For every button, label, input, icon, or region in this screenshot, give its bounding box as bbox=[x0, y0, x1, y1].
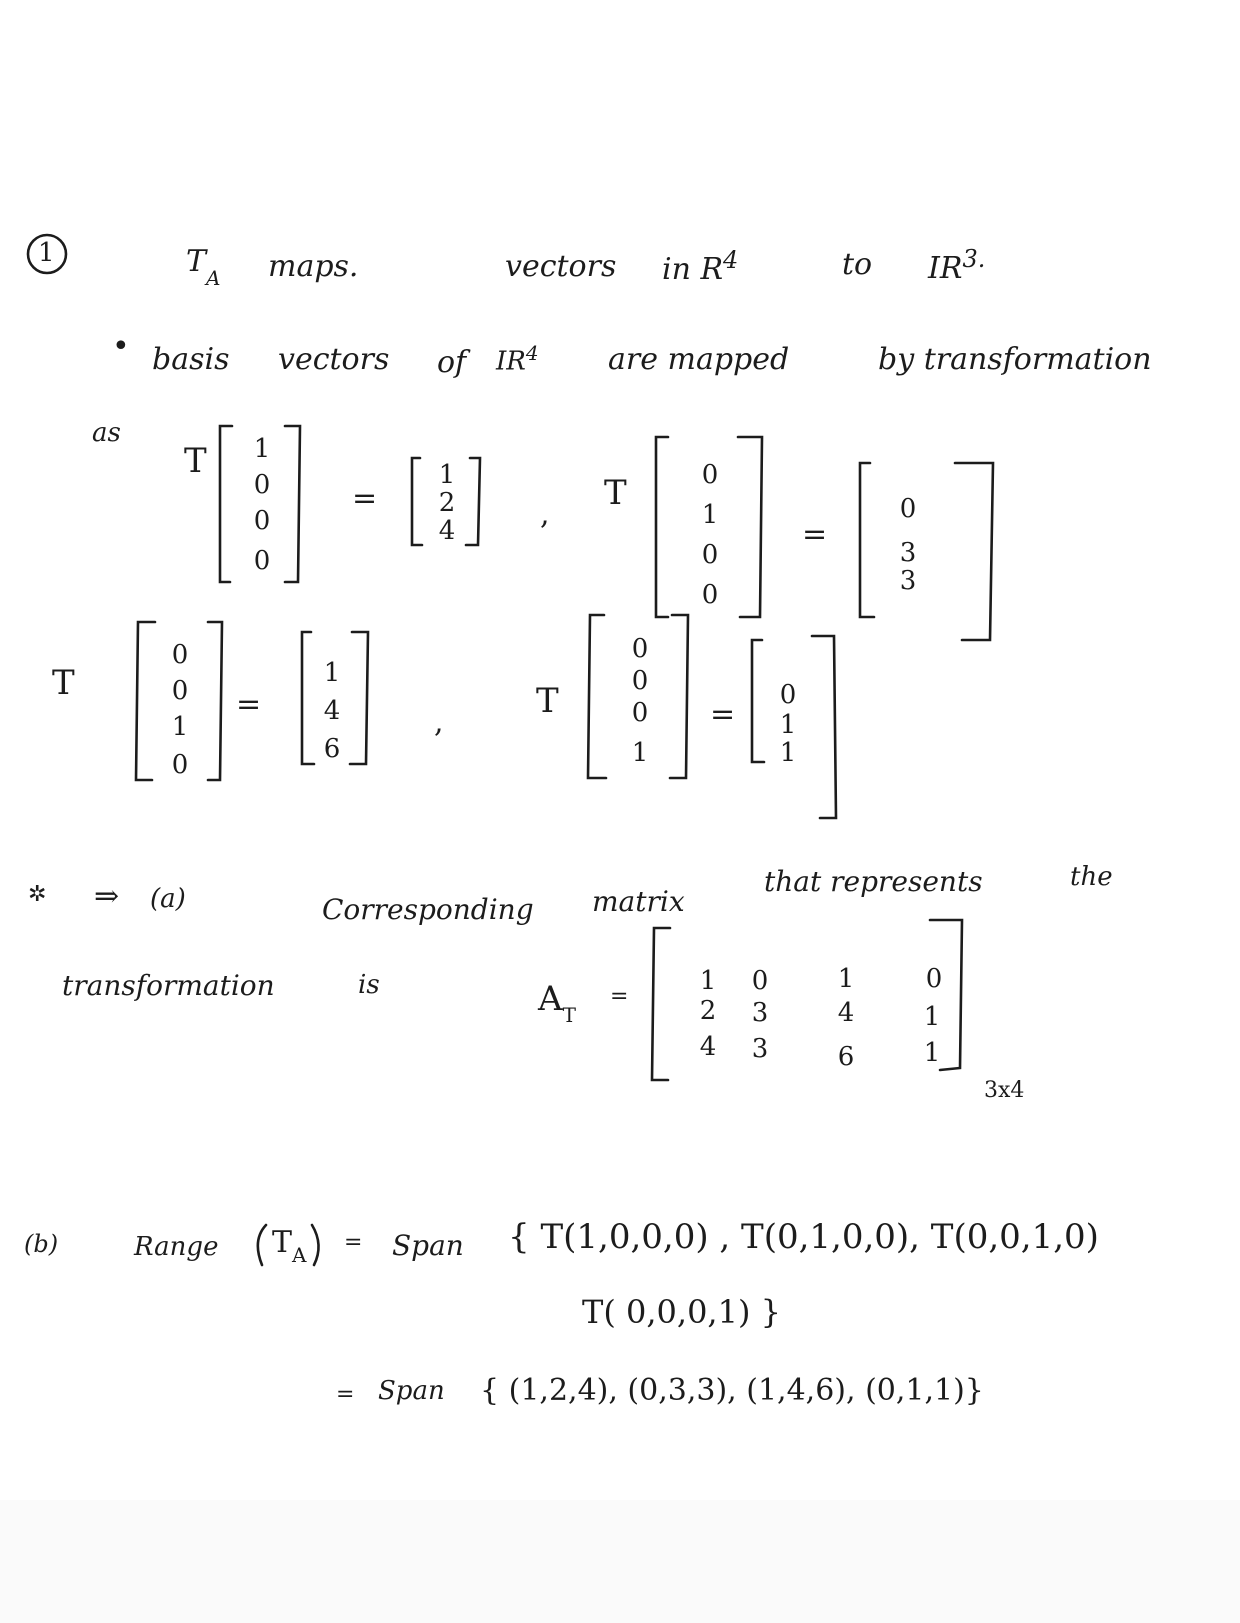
word-to: to bbox=[842, 247, 873, 282]
input-entry: 0 bbox=[253, 546, 271, 576]
input-entry: 0 bbox=[171, 750, 189, 780]
output-entry: 3 bbox=[899, 566, 917, 596]
paren-right bbox=[312, 1225, 319, 1265]
matrix-entry: 6 bbox=[837, 1042, 855, 1072]
word-range: Range bbox=[134, 1232, 219, 1262]
output-entry: 4 bbox=[323, 696, 341, 726]
matrix-name: $A_T$ bbox=[538, 979, 576, 1027]
comma: , bbox=[434, 705, 444, 740]
input-entry: 1 bbox=[253, 434, 271, 464]
equals-sign: = bbox=[610, 984, 629, 1009]
matrix-entry: 3 bbox=[751, 998, 769, 1028]
word-of: of bbox=[437, 345, 467, 380]
output-entry: 2 bbox=[438, 488, 456, 518]
bracket-left bbox=[752, 640, 764, 762]
word-matrix: matrix bbox=[592, 885, 685, 918]
matrix-dimension: 3x4 bbox=[984, 1078, 1025, 1103]
matrix-entry: 2 bbox=[699, 996, 717, 1026]
bracket-left bbox=[588, 615, 606, 778]
matrix-entry: 0 bbox=[925, 964, 943, 994]
word-r4: $IR^4$ bbox=[496, 341, 539, 377]
matrix-entry: 3 bbox=[751, 1034, 769, 1064]
implies-arrow: ⇒ bbox=[94, 879, 120, 914]
bracket-right bbox=[670, 615, 688, 778]
output-entry: 0 bbox=[779, 680, 797, 710]
equals-sign: = bbox=[236, 687, 262, 722]
equals-sign: = bbox=[802, 517, 828, 552]
input-entry: 0 bbox=[631, 698, 649, 728]
word-maps: maps. bbox=[268, 249, 359, 284]
word-corresponding: Corresponding bbox=[322, 893, 534, 926]
word-basis: basis bbox=[152, 342, 230, 377]
input-entry: 0 bbox=[701, 460, 719, 490]
bracket-left bbox=[302, 632, 314, 764]
page-bottom-margin bbox=[0, 1500, 1240, 1623]
part-b-label: (b) bbox=[24, 1230, 59, 1258]
matrix-entry: 1 bbox=[837, 964, 855, 994]
bracket-left bbox=[136, 622, 155, 780]
word-vectors: vectors bbox=[505, 249, 617, 284]
output-entry: 1 bbox=[779, 710, 797, 740]
matrix-entry: 1 bbox=[699, 966, 717, 996]
bracket-right bbox=[955, 463, 993, 640]
input-entry: 0 bbox=[171, 640, 189, 670]
input-entry: 1 bbox=[631, 738, 649, 768]
matrix-bracket-left bbox=[652, 928, 670, 1080]
equals-sign: = bbox=[344, 1230, 363, 1255]
output-entry: 0 bbox=[899, 494, 917, 524]
output-entry: 3 bbox=[899, 538, 917, 568]
input-entry: 0 bbox=[701, 540, 719, 570]
bracket-right bbox=[285, 426, 300, 582]
matrix-entry: 4 bbox=[699, 1032, 717, 1062]
input-entry: 1 bbox=[171, 712, 189, 742]
matrix-entry: 1 bbox=[923, 1038, 941, 1068]
problem-number: 1 bbox=[38, 238, 55, 268]
range-set-line-1: { T(1,0,0,0) , T(0,1,0,0), T(0,0,1,0) bbox=[508, 1217, 1099, 1257]
output-entry: 6 bbox=[323, 734, 341, 764]
words-are-mapped: are mapped bbox=[608, 342, 790, 377]
bracket-right bbox=[208, 622, 222, 780]
bracket-right bbox=[466, 458, 480, 545]
bracket-right bbox=[350, 632, 368, 764]
words-by-transformation: by transformation bbox=[878, 342, 1152, 377]
t-symbol: T bbox=[604, 473, 627, 513]
input-entry: 0 bbox=[171, 676, 189, 706]
bracket-right bbox=[738, 437, 762, 617]
output-entry: 1 bbox=[779, 738, 797, 768]
comma: , bbox=[540, 497, 550, 532]
words-that-represents: that represents bbox=[764, 865, 983, 898]
word-is: is bbox=[358, 970, 380, 1000]
bullet: • bbox=[112, 329, 130, 364]
word-as: as bbox=[92, 418, 121, 448]
word-vectors: vectors bbox=[278, 342, 390, 377]
word-r3: $IR^{3.}$ bbox=[928, 245, 986, 286]
matrix-entry: 4 bbox=[837, 998, 855, 1028]
t-symbol: T bbox=[52, 663, 75, 703]
bracket-left bbox=[412, 458, 422, 545]
bracket-left bbox=[656, 437, 668, 617]
t-a-symbol: $T_A$ bbox=[272, 1225, 307, 1267]
scribble-mark: ✲ bbox=[28, 882, 47, 907]
word-span: Span bbox=[378, 1376, 445, 1406]
t-symbol: T bbox=[184, 441, 207, 481]
t-symbol: T bbox=[536, 681, 559, 721]
input-entry: 0 bbox=[253, 470, 271, 500]
input-entry: 1 bbox=[701, 500, 719, 530]
bracket-left bbox=[860, 463, 874, 617]
word-the: the bbox=[1070, 862, 1113, 892]
equals-sign: = bbox=[336, 1382, 355, 1407]
output-entry: 1 bbox=[323, 658, 341, 688]
range-set-line-2: T( 0,0,0,1) } bbox=[582, 1293, 781, 1331]
input-entry: 0 bbox=[631, 634, 649, 664]
input-entry: 0 bbox=[701, 580, 719, 610]
equals-sign: = bbox=[710, 697, 736, 732]
word-transformation: transformation bbox=[62, 969, 275, 1002]
output-entry: 1 bbox=[438, 460, 456, 490]
input-entry: 0 bbox=[253, 506, 271, 536]
part-a-label: (a) bbox=[150, 884, 186, 914]
word-span: Span bbox=[392, 1229, 464, 1262]
bracket-left bbox=[220, 426, 232, 582]
matrix-entry: 1 bbox=[923, 1002, 941, 1032]
matrix-entry: 0 bbox=[751, 966, 769, 996]
output-entry: 4 bbox=[438, 516, 456, 546]
equals-sign: = bbox=[352, 481, 378, 516]
input-entry: 0 bbox=[631, 666, 649, 696]
range-set-result: { (1,2,4), (0,3,3), (1,4,6), (0,1,1)} bbox=[480, 1373, 984, 1408]
t-a-symbol: $T_A$ bbox=[186, 244, 221, 290]
word-in-r4: in $R^4$ bbox=[662, 246, 739, 287]
bracket-right bbox=[812, 636, 836, 818]
paren-left bbox=[258, 1225, 266, 1265]
